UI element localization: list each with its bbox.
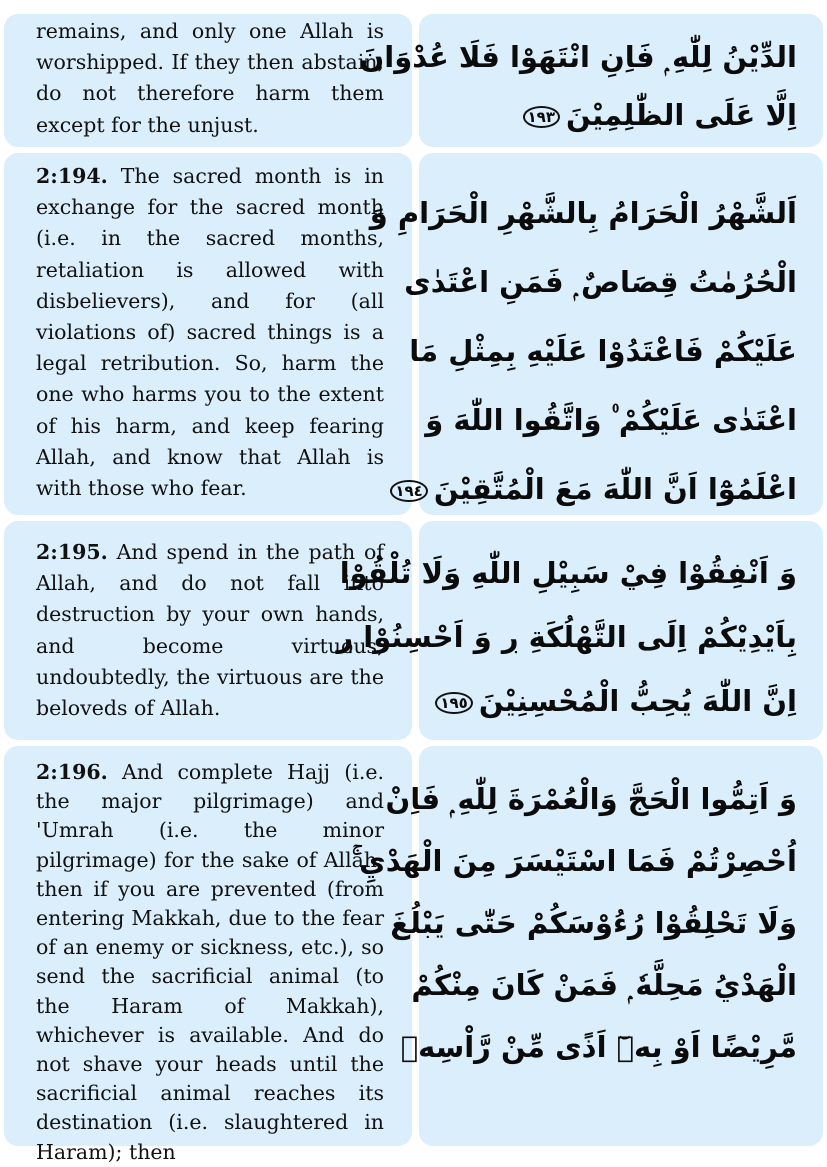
translation-text — [4, 14, 412, 141]
arabic-line-last — [439, 86, 797, 144]
arabic-line: الْحُرُمٰتُ قِصَاصٌ ۭ فَمَنِ اعْتَدٰى — [404, 265, 797, 299]
translation-body: The sacred month is in exchange for the sacred month (i.e. in the sacred months, retaliation is allowed with disbelievers), and for (all violations of) sacred things is a legal retribution. So, harm the one who harms you to the extent of his harm, and keep fearing Allah, and know that Allah is with those who fear. — [36, 164, 384, 501]
verse-reference: 2:196. — [36, 760, 108, 784]
arabic-text — [351, 746, 823, 1078]
translation-panel-2 — [4, 153, 412, 515]
arabic-line: وَ اَنْفِقُوْا فِيْ سَبِيْلِ اللّٰهِ وَلَا تُلْقُوْا — [339, 556, 797, 590]
verse-reference: 2:195. — [36, 540, 108, 564]
arabic-panel-1 — [359, 14, 823, 147]
arabic-line: اُحْصِرْتُمْ فَمَا اسْتَيْسَرَ مِنَ الْهَدْيِ ۚ — [351, 844, 797, 878]
arabic-line: عَلَيْكُمْ فَاعْتَدُوْا عَلَيْهِ بِمِثْلِ مَا — [409, 334, 797, 368]
arabic-line-text: اعْلَمُوْٓا اَنَّ اللّٰهَ مَعَ الْمُتَّقِيْنَ — [433, 472, 797, 506]
arabic-text — [359, 14, 823, 144]
arabic-line: بِاَيْدِيْكُمْ اِلَى التَّهْلُكَةِ ڔ وَ اَحْسِنُوْا ڔ — [336, 620, 797, 654]
arabic-line-last — [395, 455, 797, 524]
arabic-line: اَلشَّهْرُ الْحَرَامُ بِالشَّهْرِ الْحَرَامِ وَ — [369, 196, 797, 230]
arabic-line: الْهَدْيُ مَحِلَّهٗ ۭ فَمَنْ كَانَ مِنْكُمْ — [411, 968, 797, 1002]
arabic-line: الدِّيْنُ لِلّٰهِ ۭ فَاِنِ انْتَهَوْا فَلَا عُدْوَانَ — [359, 40, 797, 74]
ayah-number-marker: ١٩٥ — [435, 692, 472, 714]
arabic-line-text: اِلَّا عَلَى الظّٰلِمِيْنَ — [565, 98, 797, 132]
arabic-line-text: اِنَّ اللّٰهَ يُحِبُّ الْمُحْسِنِيْنَ — [478, 684, 797, 718]
arabic-line: وَلَا تَحْلِقُوْا رُءُوْسَكُمْ حَتّٰى يَبْلُغَ — [390, 906, 797, 940]
translation-paragraph — [36, 16, 384, 141]
arabic-text — [336, 521, 823, 733]
translation-paragraph — [36, 537, 384, 724]
arabic-panel-2 — [369, 153, 823, 515]
arabic-text — [369, 153, 823, 524]
arabic-panel-3 — [336, 521, 823, 740]
arabic-panel-4 — [351, 746, 823, 1146]
translation-panel-4 — [4, 746, 412, 1164]
ayah-number-marker: ١٩٣ — [523, 106, 560, 128]
ayah-number-marker: ١٩٤ — [390, 480, 427, 502]
translation-paragraph — [36, 758, 384, 1167]
translation-text — [4, 153, 412, 504]
translation-body: And complete Hajj (i.e. the major pilgrimage) and 'Umrah (i.e. the minor pilgrimage) for the sake of Allah; then if you are prevented (from entering Makkah, due to the fear of an enemy or sickness, etc.), so send the sacrificial animal (to the Haram of Makkah), whichever is available. And do not shave your heads until the sacrificial animal reaches its destination (i.e. slaughtered in Haram); then — [36, 760, 384, 1164]
translation-body: And spend in the path of Allah, and do not fall into destruction by your own hands, and become virtuous; undoubtedly, the virtuous are the beloveds of Allah. — [36, 540, 384, 721]
translation-text — [4, 746, 412, 1167]
verse-reference: 2:194. — [36, 164, 108, 188]
translation-paragraph — [36, 161, 384, 504]
translation-panel-1 — [4, 14, 412, 147]
translation-body: remains, and only one Allah is worshipped. If they then abstain, do not therefore harm them except for the unjust. — [36, 19, 384, 137]
arabic-line: اعْتَدٰى عَلَيْكُمْ ۠ وَاتَّقُوا اللّٰهَ وَ — [425, 403, 797, 437]
arabic-line-last — [439, 669, 797, 733]
arabic-line: مَّرِيْضًا اَوْ بِهٖٓ اَذًى مِّنْ رَّاْسِهٖ — [400, 1030, 797, 1064]
arabic-line: وَ اَتِمُّوا الْحَجَّ وَالْعُمْرَةَ لِلّٰهِ ۭ فَاِنْ — [385, 782, 797, 816]
